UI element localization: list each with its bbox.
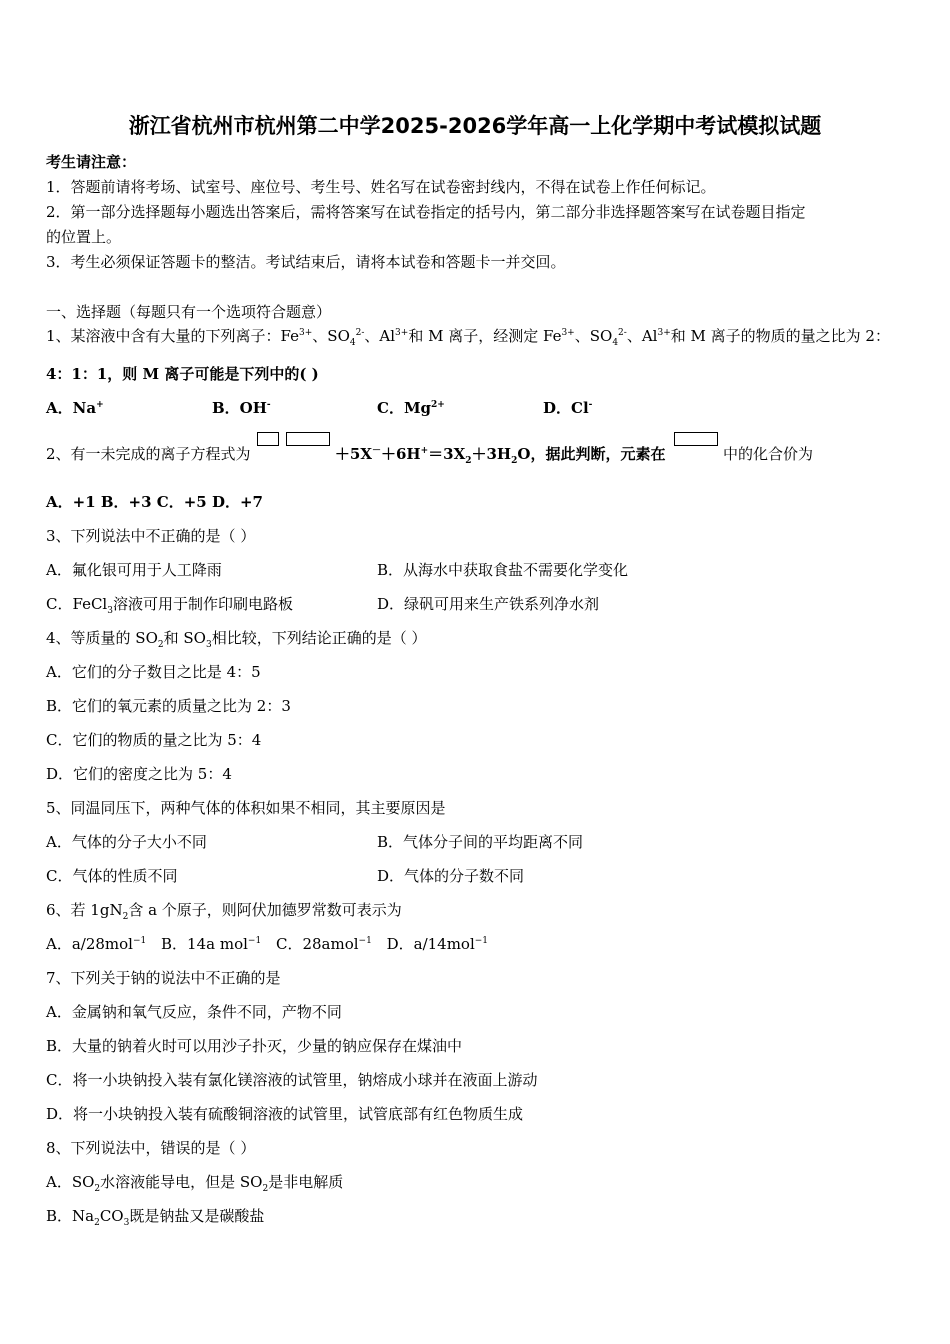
ion-box-large [286, 432, 330, 446]
question-1-option-b[interactable]: B．OH- [212, 399, 271, 417]
question-4-option-a[interactable]: A．它们的分子数目之比是 4：5 [46, 663, 261, 681]
question-3-option-c[interactable]: C．FeCl$_3$溶液可用于制作印刷电路板 [46, 595, 293, 616]
question-3-option-b[interactable]: B．从海水中获取食盐不需要化学变化 [377, 561, 629, 579]
question-2-stem: 2、有一未完成的离子方程式为 $+5X^-+6H^+=3X_2+3H_2O$，据此判断，元素在 中的化合价为 [46, 444, 813, 464]
question-6-options [46, 934, 488, 954]
question-6-option-b[interactable]: B．14a mol$^{-1}$ [161, 935, 262, 953]
question-7-option-d[interactable]: D．将一小块钠投入装有硫酸铜溶液的试管里，试管底部有红色物质生成 [46, 1105, 524, 1123]
notice-item-1: 1．答题前请将考场、试室号、座位号、考生号、姓名写在试卷密封线内，不得在试卷上作任何标记。 [46, 178, 716, 196]
question-2-options[interactable]: A．+1 B．+3 C．+5 D．+7 [46, 493, 263, 511]
question-4-option-b[interactable]: B．它们的氧元素的质量之比为 2：3 [46, 697, 291, 715]
question-8-option-a[interactable]: A．$SO_2$水溶液能导电，但是 $SO_2$是非电解质 [46, 1173, 344, 1194]
question-4-option-c[interactable]: C．它们的物质的量之比为 5：4 [46, 731, 262, 749]
question-1-option-c[interactable]: C．$Mg^{2+}$ [377, 399, 445, 417]
question-1-stem-cont: 4：1：1，则 M 离子可能是下列中的( ) [46, 365, 319, 383]
question-4-stem: 4、等质量的 $SO_2$和 $SO_3$相比较，下列结论正确的是（ ） [46, 629, 427, 650]
question-8-option-b[interactable]: B．$Na_2CO_3$既是钠盐又是碳酸盐 [46, 1207, 265, 1228]
question-6-option-c[interactable]: C．28amol$^{-1}$ [275, 935, 372, 953]
notice-item-3: 3．考生必须保证答题卡的整洁。考试结束后，请将本试卷和答题卡一并交回。 [46, 253, 566, 271]
question-1-option-d[interactable]: D．Cl- [543, 399, 593, 417]
notice-heading: 考生请注意： [46, 153, 137, 171]
question-5-option-d[interactable]: D．气体的分子数不同 [377, 867, 525, 885]
section-heading: 一、选择题（每题只有一个选项符合题意） [46, 303, 332, 321]
question-6-option-d[interactable]: D．a/14mol$^{-1}$ [386, 935, 489, 953]
question-5-option-a[interactable]: A．气体的分子大小不同 [46, 833, 207, 851]
question-7-option-c[interactable]: C．将一小块钠投入装有氯化镁溶液的试管里，钠熔成小球并在液面上游动 [46, 1071, 538, 1089]
question-3-option-a[interactable]: A．氟化银可用于人工降雨 [46, 561, 222, 579]
question-5-option-c[interactable]: C．气体的性质不同 [46, 867, 178, 885]
question-3-stem: 3、下列说法中不正确的是（ ） [46, 527, 256, 545]
ion-box-small [257, 432, 279, 446]
question-3-option-d[interactable]: D．绿矾可用来生产铁系列净水剂 [377, 595, 600, 613]
question-1-stem: 1、某溶液中含有大量的下列离子：$Fe^{3+}$、$SO_4^{2-}$、$Al^{3+}$和 M 离子，经测定 $Fe^{3+}$、$SO_4^{2-}$、$Al^{3+}$和 M 离子的物质的量之比为 2： [46, 327, 890, 348]
notice-item-2: 2．第一部分选择题每小题选出答案后，需将答案写在试卷指定的括号内，第二部分非选择题答案写在试卷题目指定 [46, 203, 806, 221]
page-title: 浙江省杭州市杭州第二中学2025-2026学年高一上化学期中考试模拟试题 [128, 114, 822, 138]
question-8-stem: 8、下列说法中，错误的是（ ） [46, 1139, 256, 1157]
question-4-option-d[interactable]: D．它们的密度之比为 5：4 [46, 765, 232, 783]
question-6-stem: 6、若 $1gN_2$含 a 个原子，则阿伏加德罗常数可表示为 [46, 901, 402, 922]
question-5-option-b[interactable]: B．气体分子间的平均距离不同 [377, 833, 584, 851]
question-1-option-a[interactable]: A．Na+ [46, 399, 104, 417]
notice-item-2-cont: 的位置上。 [46, 228, 122, 246]
question-6-option-a[interactable]: A．a/28mol$^{-1}$ [46, 935, 147, 953]
question-7-option-a[interactable]: A．金属钠和氧气反应，条件不同，产物不同 [46, 1003, 342, 1021]
element-box [674, 432, 718, 446]
question-7-stem: 7、下列关于钠的说法中不正确的是 [46, 969, 281, 987]
question-7-option-b[interactable]: B．大量的钠着火时可以用沙子扑灭，少量的钠应保存在煤油中 [46, 1037, 463, 1055]
question-5-stem: 5、同温同压下，两种气体的体积如果不相同，其主要原因是 [46, 799, 446, 817]
